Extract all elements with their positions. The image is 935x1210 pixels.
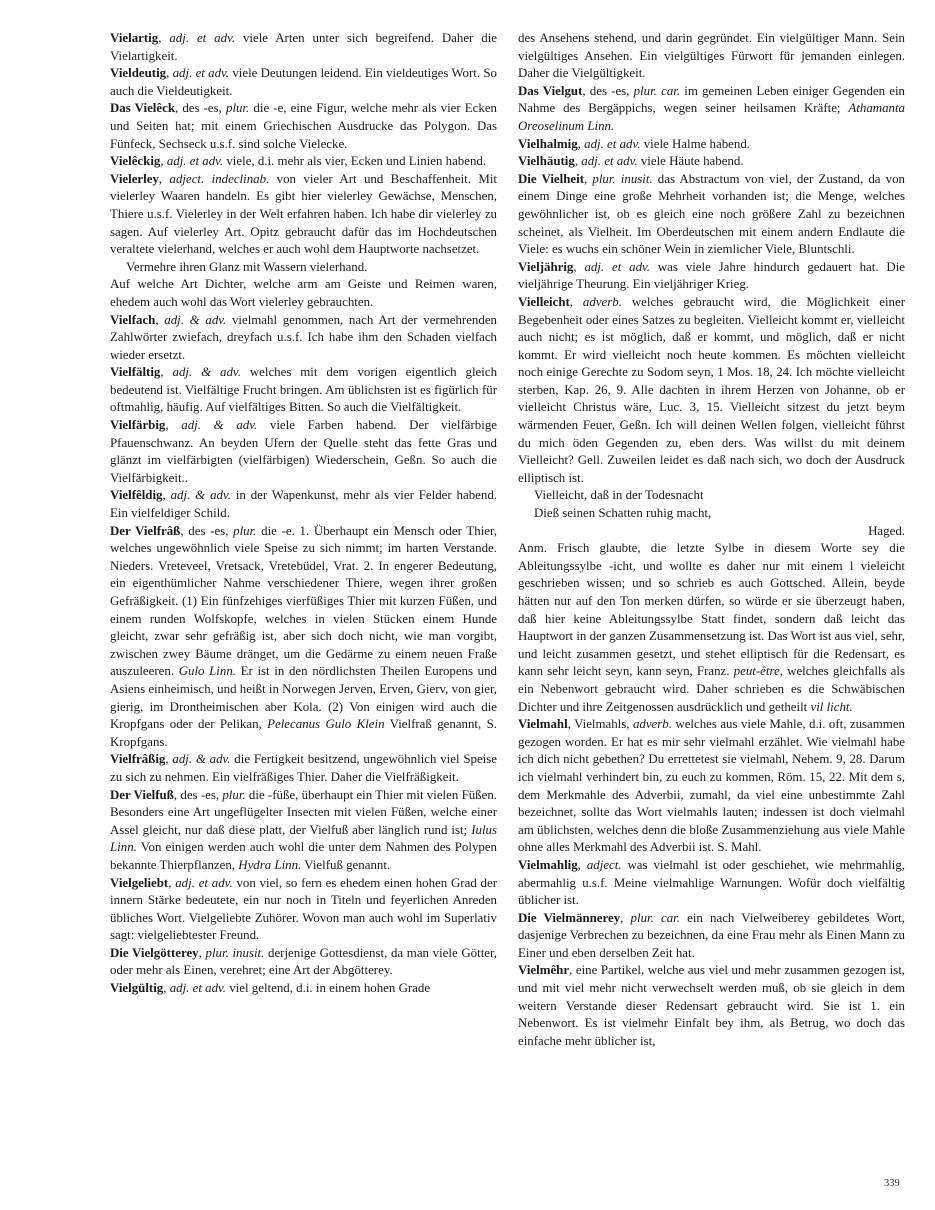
- definition-text: im gemeinen Leben einiger Gegenden ein Nahme des Bergäppichs, wegen seiner heilsamen Kräfte;: [518, 83, 906, 116]
- dictionary-entry: Vielleicht, adverb. welches gebraucht wird, die Möglichkeit einer Begebenheit oder eines Satzes zu begleiten. Vielleicht kommt er, vielleicht auch nicht; es ist möglich, daß er kommt, und möglich, daß er nicht kommt. Er wird vielleicht noch heute kommen. Es möchten vielleicht noch einige Gerechte zu Sodom seyn, 1 Mos. 18, 24. Ich möchte vielleicht sterben, Kap. 26, 9. Alle dachten in ihrem Herzen von Johanne, ob er vielleicht Christus wäre, Luc. 3, 15. Vielleicht sitzest du jetzt beym wärmenden Feuer, Geßn. Ich will deinen Wellen folgen, vielleicht führst du mich öden Gegenden zu, eben ders. Was willst du mit deinem Vielleicht? Gell. Zuweilen leidet es daß nach sich, wo doch der Ausdruck elliptisch ist.: [518, 294, 906, 485]
- definition-text: Vielfuß genannt.: [301, 857, 391, 872]
- continuation-text: [518, 30, 905, 83]
- headword: Vielmahlig: [518, 857, 578, 872]
- dictionary-entry: Vielmahlig, adject. was vielmahl ist oder geschiehet, wie mehrmahlig, abermahlig u.s.f. Meine vielmahlige Warnungen. Wofür doch vielfältig üblicher ist.: [518, 857, 906, 908]
- headword: Vielhalmig: [518, 136, 578, 151]
- headword: Das Vielgut: [518, 83, 583, 98]
- definition-text: das Abstractum von viel, der Zustand, da von einem Dinge eine große Mehrheit vorhanden ist; die Menge, welches gewöhnlicher ist, ob es gleich eine noch größere Zahl zu bezeichnen scheinet, als Vielheit. Im Oberdeutschen mit einem andern Endlaute die Viele: es wuchs ein schöner Wein in ziemlicher Viele, Bluntschli.: [518, 171, 905, 257]
- entry-forms: , des -es,: [180, 523, 234, 538]
- grammar-label: adj. & adv.: [172, 752, 231, 767]
- headword: Vieljährig: [518, 259, 574, 274]
- headword: Vielfärbig: [110, 418, 166, 433]
- grammar-label: adj. et adv.: [581, 154, 638, 169]
- grammar-label: adverb.: [582, 294, 622, 309]
- dictionary-entry: Vielhalmig, adj. et adv. viele Halme habend.: [518, 136, 750, 151]
- definition-text: viele Häute habend.: [637, 154, 744, 169]
- right-column: [518, 30, 905, 1050]
- grammar-label: plur.: [233, 523, 257, 538]
- latin-name: Pelecanus Gulo Klein: [267, 717, 385, 732]
- headword: Das Vielêck: [110, 101, 175, 116]
- latin-name: Gulo Linn.: [178, 664, 236, 679]
- definition-text: was viele Jahre hindurch gedauert hat. Die vieljährige Theurung. Ein vieljähriger Krieg.: [518, 259, 905, 292]
- grammar-label: plur. inusit.: [205, 945, 265, 960]
- quote-line: Vermehre ihren Glanz mit Wassern vielerhand.: [126, 259, 368, 274]
- entry-text: des Ansehens stehend, und darin gegründet. Ein vielgültiger Mann. Sein vielgültiges Ansehen. Ein vielgültiges Fürwort für jemanden einlegen. Daher die Vielgültigkeit.: [518, 31, 905, 81]
- dictionary-entry: [110, 787, 497, 875]
- grammar-label: adj. et adv.: [166, 154, 224, 169]
- entry-forms: , des -es,: [174, 101, 226, 116]
- definition-text: die -füße, überhaupt ein Thier mit vielen Füßen. Besonders eine Art ungeflügelter Insecten mit vielen Füßen, welche einer Assel gleicht, nur daß diese platt, der Vielfuß aber länglich rund ist;: [110, 787, 498, 837]
- grammar-label: plur. car.: [633, 83, 681, 98]
- entry-forms: , Vielmahls,: [567, 717, 633, 732]
- entry-forms: , des -es,: [173, 787, 223, 802]
- dictionary-entry: Vielartig, adj. et adv. viele Arten unter sich begreifend. Daher die Vielartigkeit.: [110, 31, 497, 63]
- dictionary-entry: Vielhäutig, adj. et adv. viele Häute habend.: [518, 154, 744, 169]
- grammar-label: adject.: [586, 857, 622, 872]
- headword: Vielêckig: [110, 154, 161, 169]
- definition-text: welches aus viele Mahle, d.i. oft, zusammen gezogen worden. Er hat es mir sehr vielmahl erzählet. Wie vielmahl habe ich dich nicht gebethen? Du errettetest sie vielmahl, Nehem. 9, 28. Darum ich vielmahl verhindert bin, zu euch zu kommen, Röm. 15, 22. Mit dem s, dem Merkmahle des Adverbii, zumahl, da viel eine unbestimmte Zahl bezeichnet, sollte das Wort vielmahls lauten; indessen ist doch vielmahl am üblichsten, welches denn die bloße Zusammenziehung aus viele Mahle ohne alles Merkmahl des Adverbii ist. S. Mahl.: [518, 717, 905, 855]
- continuation-text: [110, 276, 497, 311]
- definition-text: welches gebraucht wird, die Möglichkeit einer Begebenheit oder eines Satzes zu begleiten. Vielleicht kommt er, vielleicht auch nicht; es ist möglich, daß er kommt, und möglich, daß er nicht kommt. Er wird vielleicht noch heute kommen. Es möchten vielleicht noch einige Gerechte zu Sodom seyn, 1 Mos. 18, 24. Ich möchte vielleicht sterben, Kap. 26, 9. Alle dachten in ihrem Herzen von Johanne, ob er vielleicht Christus wäre, Luc. 3, 15. Vielleicht sitzest du jetzt beym wärmenden Feuer, Geßn. Ich will deinen Wellen folgen, vielleicht führst du mich öden Gegenden zu, eben ders. Was willst du mit deinem Vielleicht? Gell. Zuweilen leidet es daß nach sich, wo doch der Ausdruck elliptisch ist.: [518, 294, 906, 485]
- dictionary-entry: Vielfältig, adj. & adv. welches mit dem vorigen eigentlich gleich bedeutend ist. Vielfältige Frucht bringen. Am üblichsten ist es figürlich für oftmahlig, häufig. Auf vielfältiges Bitten. So auch die Vielfältigkeit.: [110, 365, 498, 415]
- dictionary-entry: [110, 100, 497, 153]
- dictionary-entry: Die Vielmännerey, plur. car. ein nach Vielweiberey gebildetes Wort, dasjenige Verbrechen zu bezeichnen, da eine Frau mehr als Einen Mann zu Einer und eben derselben Zeit hat.: [518, 910, 905, 960]
- definition-text: viele Deutungen leidend. Ein vieldeutiges Wort. So auch die Vieldeutigkeit.: [110, 66, 497, 98]
- headword: Vielerley: [110, 171, 159, 186]
- entry-text: Anm. Frisch glaubte, die letzte Sylbe in diesem Worte sey die Ableitungssylbe -icht, und wollte es daher nur mit einem l vieleicht geschrieben wissen; und so schrieb es auch Gottsched. Allein, beyde hätten nur auf den Ton merken dürfen, so würde er sie überzeugt haben, daß hier keine Ableitungssylbe Statt findet, sondern daß leicht das Hauptwort in der ganzen Zusammensetzung ist. Das Wort ist aus viel, sehr, und leicht zusammen gesetzt, und stehet elliptisch für die Redensart, es kann sehr leicht seyn, kann seyn, Franz.: [518, 541, 905, 679]
- quote-line: Vielleicht, daß in der Todesnacht: [534, 488, 704, 503]
- grammar-label: plur.: [222, 787, 246, 802]
- definition-text: Von einigen werden auch wohl die unter dem Nahmen des Polypen bekannte Thierpflanzen,: [110, 840, 497, 872]
- continuation-text: [518, 540, 905, 716]
- headword: Vielgeliebt: [110, 875, 169, 890]
- headword: Die Vielmännerey: [518, 910, 621, 925]
- headword: Vielfach: [110, 312, 156, 327]
- latin-name: Iulus Linn.: [110, 822, 497, 855]
- dictionary-entry: [110, 523, 497, 752]
- grammar-label: adverb.: [632, 717, 672, 732]
- definition-text: vielmahl genommen, nach Art der vermehrenden Zahlwörter zwiefach, dreyfach u.s.f. Ich habe ihm den Schaden vielfach wieder ersetzt.: [110, 312, 497, 362]
- definition-text: , eine Partikel, welche aus viel und mehr zusammen gezogen ist, und mit viel mehr nicht verwechselt werden muß, ob sie gleich in dem weitern Verstande dieser Redensart gebraucht wird. Sie ist 1. ein Nebenwort. Es ist vielmehr Einfalt bey ihm, als Betrug, wo doch das einfache mehr üblicher ist,: [518, 963, 905, 1048]
- dictionary-entry: Vielgeliebt, adj. et adv. von viel, so fern es ehedem einen hohen Grad der innern Stärke bedeutete, ein nur noch in Titeln und feyerlichen Anreden übliches Wort. Vielgeliebte Zuhörer. Wovon man auch wohl im Superlativ sagt: vielgeliebtester Freund.: [110, 875, 497, 943]
- definition-text: viele Farben habend. Der vielfärbige Pfauenschwanz. An beyden Ufern der Quelle steht das fette Gras und glänzt im vielfärbigten (vielfärbigen) Wiederschein, Geßn. So auch die Vielfärbigkeit..: [110, 418, 497, 485]
- grammar-label: adj. & adv.: [181, 418, 258, 433]
- grammar-label: adj. & adv.: [170, 488, 231, 503]
- dictionary-entry: [518, 83, 905, 136]
- definition-text: die Fertigkeit besitzend, ungewöhnlich viel Speise zu sich zu nehmen. Ein vielfräßiges Thier. Daher die Vielfräßigkeit.: [110, 752, 497, 784]
- definition-text: welches gleichfalls als ein Nebenwort gebraucht wird. Daher schrieben es die Schwäbischen Dichter und ihre Zeitgenossen ausdrücklich und getheilt: [518, 664, 905, 714]
- grammar-label: adj. et adv.: [172, 66, 230, 81]
- entry-forms: , des -es,: [582, 83, 634, 98]
- left-column: [110, 30, 497, 998]
- dictionary-entry: Vielfach, adj. & adv. vielmahl genommen, nach Art der vermehrenden Zahlwörter zwiefach, dreyfach u.s.f. Ich habe ihm den Schaden vielfach wieder ersetzt.: [110, 312, 497, 362]
- headword: Vielfêldig: [110, 488, 163, 503]
- headword: Vielgültig: [110, 981, 164, 996]
- dictionary-entry: Vielfrâßig, adj. & adv. die Fertigkeit besitzend, ungewöhnlich viel Speise zu sich zu nehmen. Ein vielfräßiges Thier. Daher die Vielfräßigkeit.: [110, 752, 497, 784]
- quote-source: Haged.: [868, 523, 905, 538]
- dictionary-entry: Vieljährig, adj. et adv. was viele Jahre hindurch gedauert hat. Die vieljährige Theurung. Ein vieljähriger Krieg.: [518, 259, 905, 292]
- headword: Vielmahl: [518, 717, 568, 732]
- grammar-label: adj. et adv.: [175, 875, 233, 890]
- definition-text: viele, d.i. mehr als vier, Ecken und Linien habend.: [223, 154, 487, 169]
- dictionary-entry: Vieldeutig, adj. et adv. viele Deutungen leidend. Ein vieldeutiges Wort. So auch die Vieldeutigkeit.: [110, 66, 497, 98]
- dictionary-entry: Vielfêldig, adj. & adv. in der Wapenkunst, mehr als vier Felder habend. Ein vielfeldiger Schild.: [110, 488, 497, 521]
- grammar-label: adj. et adv.: [169, 31, 236, 45]
- grammar-label: adj. et adv.: [584, 136, 641, 151]
- definition-text: von viel, so fern es ehedem einen hohen Grad der innern Stärke bedeutete, ein nur noch in Titeln und feyerlichen Anreden übliches Wort. Vielgeliebte Zuhörer. Wovon man auch wohl im Superlativ sagt: vielgeliebtester Freund.: [110, 875, 497, 943]
- definition-text: die -e, eine Figur, welche mehr als vier Ecken und Seiten hat; mit einem Griechischen Ausdrucke das Polygon. Das Fünfeck, Sechseck u.s.f. sind solche Vielecke.: [110, 101, 497, 151]
- definition-text: ein nach Vielweiberey gebildetes Wort, dasjenige Verbrechen zu bezeichnen, da eine Frau mehr als Einen Mann zu Einer und eben derselben Zeit hat.: [518, 910, 905, 960]
- dictionary-entry: Die Vielgötterey, plur. inusit. derjenige Gottesdienst, da man viele Götter, oder mehr als Einen, verehret; eine Art der Abgötterey.: [110, 945, 498, 978]
- dictionary-entry: Vielerley, adject. indeclinab. von vieler Art und Beschaffenheit. Mit vielerley Waaren handeln. Es gibt hier vielerley Gewächse, Menschen, Thiere u.s.f. Vielerley in der Welt erfahren haben. Ich habe dir vielerley zu sagen. Auf vielerley Art. Opitz gebraucht dafür das im Hochdeutschen veraltete vielerhand, welches er auch wohl dem Hauptworte nachsetzet.: [110, 171, 497, 257]
- dictionary-entry: Vielfärbig, adj. & adv. viele Farben habend. Der vielfärbige Pfauenschwanz. An beyden Ufern der Quelle steht das fette Gras und glänzt im vielfärbigten (vielfärbigen) Wiederschein, Geßn. So auch die Vielfärbigkeit..: [110, 418, 497, 485]
- grammar-label: plur. inusit.: [592, 171, 653, 186]
- dictionary-entry: [518, 716, 905, 857]
- definition-text: Vielfraß genannt, S. Kropfgans.: [110, 717, 497, 749]
- dictionary-entry: Vielgültig, adj. et adv. viel geltend, d.i. in einem hohen Grade: [110, 981, 431, 996]
- headword: Vielleicht: [518, 294, 570, 309]
- dictionary-entry: Die Vielheit, plur. inusit. das Abstractum von viel, der Zustand, da von einem Dinge eine große Mehrheit vorhanden ist; die Menge, welches gewöhnlicher ist, ob es gleich eine noch größere Zahl zu bezeichnen scheinet, als Vielheit. Im Oberdeutschen mit einem andern Endlaute die Viele: es wuchs ein schöner Wein in ziemlicher Viele, Bluntschli.: [518, 171, 905, 257]
- headword: Vieldeutig: [110, 66, 167, 81]
- dictionary-entry: Vielêckig, adj. et adv. viele, d.i. mehr als vier, Ecken und Linien habend.: [110, 154, 487, 169]
- definition-text: die -e. 1. Überhaupt ein Mensch oder Thier, welches ungewöhnlich viele Speise zu sich nimmt; im harten Verstande. Nieders. Vreteveel, Vretsack, Vretebüdel, Vrat. 2. In engerer Bedeutung, ein eigenthümlicher Nahme verschiedener Thiere, wegen ihrer großen Gefräßigkeit. (1) Ein fünfzehiges vierfüßiges Thier mit kurzen Füßen, und einem runden Wolfskopfe, welches in vielen Stücken einem Hunde gleicht, zwar sehr gefräßig ist, aber sich doch nicht, wie man vorgibt, zwischen zwey Bäume dränget, um die Gedärme zu einem neuen Fraße auszuleeren.: [110, 523, 497, 679]
- definition-text: in der Wapenkunst, mehr als vier Felder habend. Ein vielfeldiger Schild.: [110, 488, 497, 521]
- headword: Vielfrâßig: [110, 752, 166, 767]
- grammar-label: plur. car.: [630, 910, 680, 925]
- latin-name: Hydra Linn.: [238, 857, 302, 872]
- headword: Die Vielheit: [518, 171, 584, 186]
- headword: Der Vielfuß: [110, 787, 174, 802]
- latin-name: vil licht.: [810, 699, 853, 714]
- entry-text: Auf welche Art Dichter, welche arm am Geiste und Reimen waren, ehedem auch wohl das Wort vielerley gebrauchten.: [110, 277, 497, 309]
- definition-text: viel geltend, d.i. in einem hohen Grade: [226, 981, 431, 996]
- grammar-label: plur.: [226, 101, 250, 116]
- latin-name: Athamanta Oreoselinum Linn.: [518, 101, 905, 133]
- headword: Vielfältig: [110, 365, 161, 380]
- headword: Vielmêhr: [518, 963, 570, 978]
- grammar-label: adj. et adv.: [169, 981, 227, 996]
- headword: Der Vielfrâß: [110, 523, 181, 538]
- headword: Die Vielgötterey: [110, 945, 199, 960]
- grammar-label: adj. et adv.: [584, 259, 651, 274]
- grammar-label: adject. indeclinab.: [169, 171, 270, 186]
- headword: Vielhäutig: [518, 154, 575, 169]
- grammar-label: peut-être,: [733, 664, 783, 679]
- definition-text: von vieler Art und Beschaffenheit. Mit vielerley Waaren handeln. Es gibt hier vielerley Gewächse, Menschen, Thiere u.s.f. Vielerley in der Welt erfahren haben. Ich habe dir vielerley zu sagen. Auf vielerley Art. Opitz gebraucht dafür das im Hochdeutschen veraltete vielerhand, welches er auch wohl dem Hauptworte nachsetzet.: [110, 171, 497, 257]
- grammar-label: adj. & adv.: [164, 312, 227, 327]
- page-number: 339: [884, 1178, 900, 1189]
- quote-line: Dieß seinen Schatten ruhig macht,: [534, 506, 712, 521]
- definition-text: viele Arten unter sich begreifend. Daher die Vielartigkeit.: [110, 31, 497, 63]
- definition-text: derjenige Gottesdienst, da man viele Götter, oder mehr als Einen, verehret; eine Art der Abgötterey.: [110, 945, 498, 978]
- headword: Vielartig: [110, 31, 159, 45]
- definition-text: viele Halme habend.: [640, 136, 750, 151]
- definition-text: welches mit dem vorigen eigentlich gleich bedeutend ist. Vielfältige Frucht bringen. Am üblichsten ist es figürlich für oftmahlig, häufig. Auf vielfältiges Bitten. So auch die Vielfältigkeit.: [110, 365, 498, 415]
- definition-text: was vielmahl ist oder geschiehet, wie mehrmahlig, abermahlig u.s.f. Meine vielmahlige Warnungen. Wofür doch vielfältig üblicher ist.: [518, 857, 906, 908]
- grammar-label: adj. & adv.: [172, 365, 241, 380]
- dictionary-entry: [518, 962, 905, 1050]
- definition-text: Er ist in den nördlichsten Theilen Europens und Asiens einheimisch, und heißt in Norwegen Jerven, Erven, Gierv, von gier, gierig, im Drontheimischen aber Kola. (2) Von einigen wird auch die Kropfgans oder der Pelikan,: [110, 664, 497, 732]
